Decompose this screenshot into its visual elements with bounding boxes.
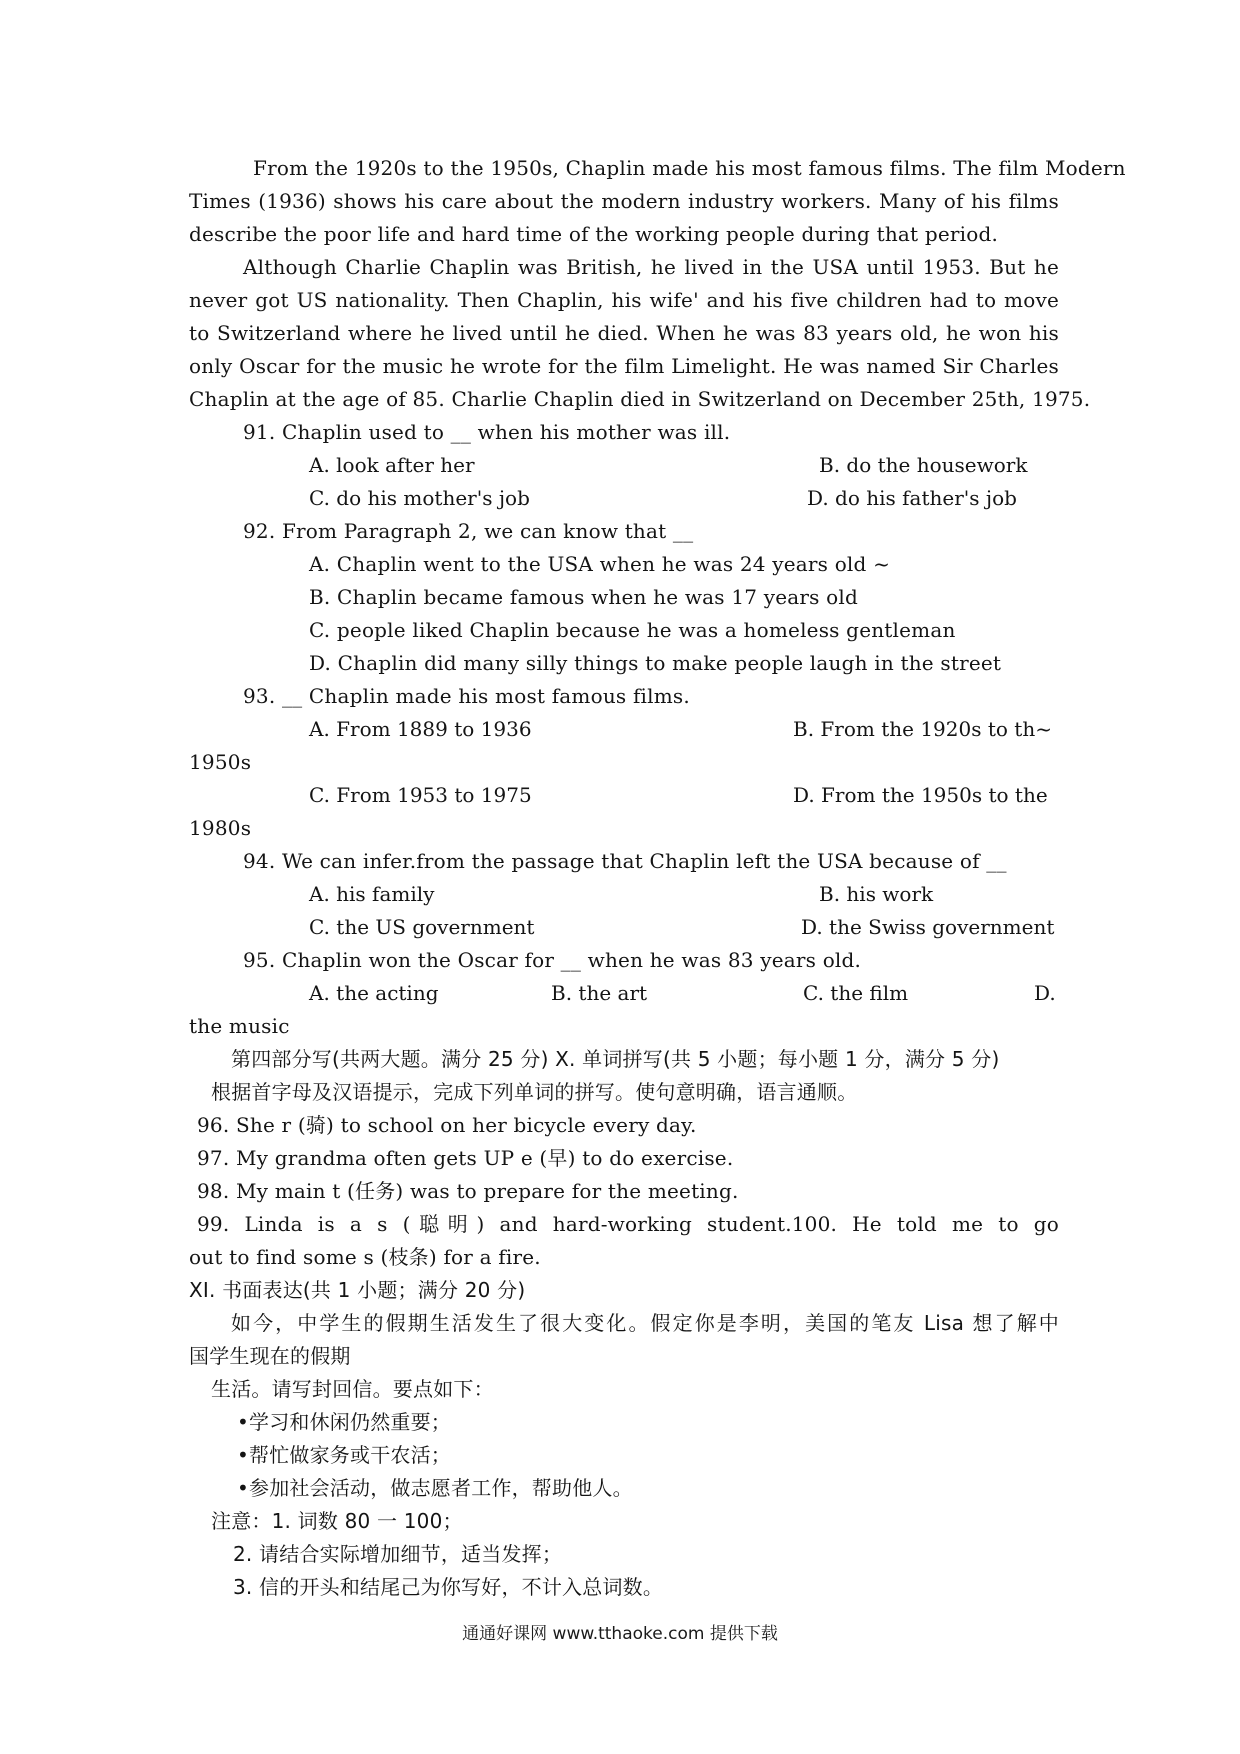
- page-footer: 通通好课网 www.tthaoke.com 提供下载: [462, 1624, 778, 1644]
- question-93-options-row2: [189, 779, 1059, 812]
- question-94-stem: 94. We can infer.from the passage that Chaplin left the USA because of __: [243, 849, 1007, 873]
- option-d: D. the Swiss government: [801, 915, 1055, 939]
- option-c: C. people liked Chaplin because he was a homeless gentleman: [309, 618, 956, 642]
- passage-line: never got US nationality. Then Chaplin, his wife' and his five children had to move: [189, 288, 1059, 312]
- option-d-continuation: the music: [189, 1014, 290, 1038]
- passage-line: Although Charlie Chaplin was British, he lived in the USA until 1953. But he: [243, 255, 1059, 279]
- question-92-stem: 92. From Paragraph 2, we can know that __: [243, 519, 694, 543]
- option-b: B. do the housework: [819, 453, 1028, 477]
- passage-line: only Oscar for the music he wrote for the film Limelight. He was named Sir Charles: [189, 354, 1059, 378]
- option-c: C. From 1953 to 1975: [309, 783, 532, 807]
- passage-line: Chaplin at the age of 85. Charlie Chaplin died in Switzerland on December 25th, 1975.: [189, 387, 1091, 411]
- question-94-options-row2: [189, 911, 1059, 944]
- option-b: B. From the 1920s to th~: [793, 717, 1052, 741]
- writing-note-1: 注意：1. 词数 80 一 100；: [211, 1509, 463, 1533]
- question-91-options-row2: [189, 482, 1059, 515]
- writing-intro-line: 如今，中学生的假期生活发生了很大变化。假定你是李明，美国的笔友 Lisa 想了解中: [231, 1311, 1059, 1335]
- writing-intro-line: 国学生现在的假期: [189, 1344, 351, 1368]
- option-d: D. do his father's job: [807, 486, 1017, 510]
- passage-line: Times (1936) shows his care about the modern industry workers. Many of his films: [189, 189, 1059, 213]
- spelling-item-98: 98. My main t (任务) was to prepare for the meeting.: [197, 1179, 739, 1203]
- spelling-item-100: out to find some s (枝条) for a fire.: [189, 1245, 541, 1269]
- question-91-options-row1: [189, 449, 1059, 482]
- question-95-stem: 95. Chaplin won the Oscar for __ when he was 83 years old.: [243, 948, 862, 972]
- passage-line: From the 1920s to the 1950s, Chaplin made his most famous films. The film Modern: [253, 156, 1126, 180]
- section-4-instruction: 根据首字母及汉语提示，完成下列单词的拼写。使句意明确，语言通顺。: [211, 1080, 858, 1104]
- spelling-item-96: 96. She r (骑) to school on her bicycle every day.: [197, 1113, 697, 1137]
- question-91-stem: 91. Chaplin used to __ when his mother was ill.: [243, 420, 731, 444]
- option-d: D. Chaplin did many silly things to make people laugh in the street: [309, 651, 1002, 675]
- option-d-continuation: 1980s: [189, 816, 252, 840]
- section-4-header: 第四部分写(共两大题。满分 25 分) X. 单词拼写(共 5 小题；每小题 1 分，满分 5 分): [231, 1047, 1000, 1071]
- question-93-stem: 93. __ Chaplin made his most famous films.: [243, 684, 690, 708]
- writing-intro-line: 生活。请写封回信。要点如下：: [211, 1377, 494, 1401]
- spelling-item-99: 99. Linda is a s (聪明) and hard-working student.100. He told me to go: [197, 1212, 1059, 1236]
- option-c: C. the US government: [309, 915, 535, 939]
- option-b: B. the art: [551, 981, 648, 1005]
- option-b: B. Chaplin became famous when he was 17 years old: [309, 585, 859, 609]
- option-a: A. his family: [309, 882, 435, 906]
- option-c: C. the film: [803, 981, 909, 1005]
- option-a: A. Chaplin went to the USA when he was 24 years old ~: [309, 552, 891, 576]
- writing-point-3: •参加社会活动，做志愿者工作，帮助他人。: [237, 1476, 633, 1500]
- question-95-options-row: [189, 977, 1059, 1010]
- section-11-header: XI. 书面表达(共 1 小题；满分 20 分): [189, 1278, 526, 1302]
- option-b-continuation: 1950s: [189, 750, 252, 774]
- page-content: [189, 152, 1126, 1604]
- writing-note-2: 2. 请结合实际增加细节，适当发挥；: [233, 1542, 563, 1566]
- option-d: D.: [1034, 981, 1056, 1005]
- passage-line: describe the poor life and hard time of the working people during that period.: [189, 222, 999, 246]
- writing-note-3: 3. 信的开头和结尾己为你写好，不计入总词数。: [233, 1575, 664, 1599]
- option-a: A. the acting: [309, 981, 439, 1005]
- writing-point-1: •学习和休闲仍然重要；: [237, 1410, 451, 1434]
- option-d: D. From the 1950s to the: [793, 783, 1048, 807]
- option-a: A. From 1889 to 1936: [309, 717, 532, 741]
- option-b: B. his work: [819, 882, 934, 906]
- question-94-options-row1: [189, 878, 1059, 911]
- option-a: A. look after her: [309, 453, 475, 477]
- writing-point-2: •帮忙做家务或干农活；: [237, 1443, 451, 1467]
- question-93-options-row1: [189, 713, 1059, 746]
- option-c: C. do his mother's job: [309, 486, 530, 510]
- spelling-item-97: 97. My grandma often gets UP e (早) to do exercise.: [197, 1146, 734, 1170]
- passage-line: to Switzerland where he lived until he died. When he was 83 years old, he won his: [189, 321, 1059, 345]
